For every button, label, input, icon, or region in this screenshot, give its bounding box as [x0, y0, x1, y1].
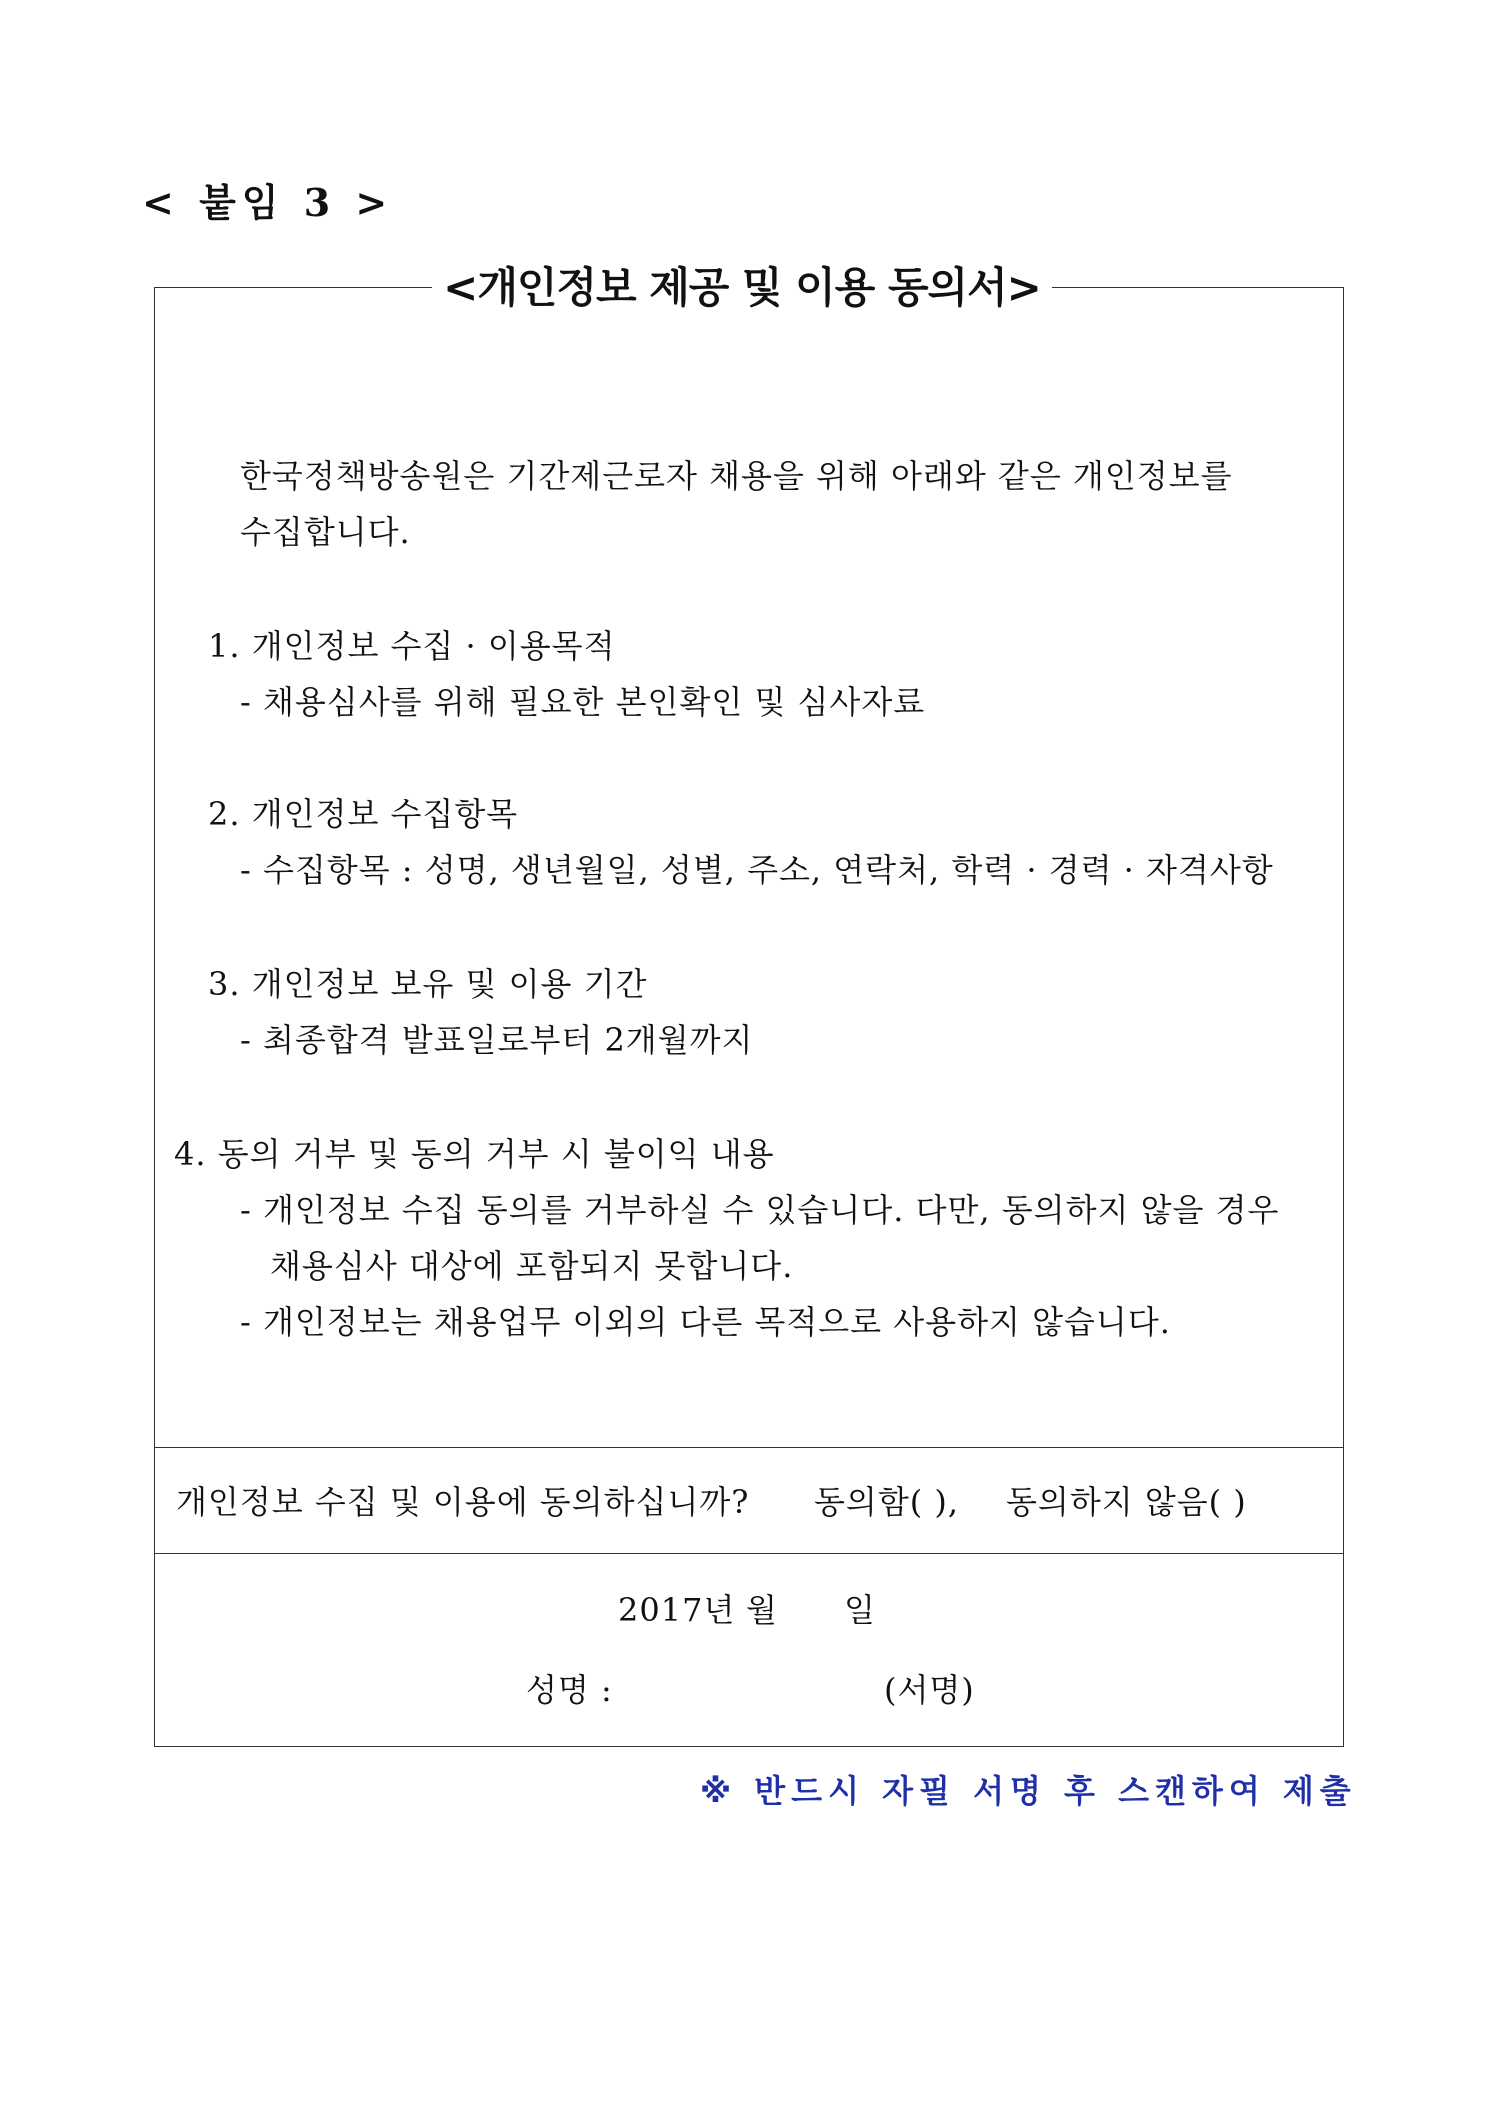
- section-4-item-1: - 개인정보 수집 동의를 거부하실 수 있습니다. 다만, 동의하지 않을 경우: [240, 1191, 1280, 1229]
- section-3-item: - 최종합격 발표일로부터 2개월까지: [240, 1021, 754, 1059]
- signature-name-label: 성명 :: [526, 1671, 613, 1709]
- intro-line-1: 한국정책방송원은 기간제근로자 채용을 위해 아래와 같은 개인정보를: [240, 457, 1233, 495]
- section-3-heading: 3. 개인정보 보유 및 이용 기간: [208, 965, 648, 1003]
- section-2-item: - 수집항목 : 성명, 생년월일, 성별, 주소, 연락처, 학력 · 경력 · 자격사항: [240, 851, 1274, 889]
- divider-consent-top: [154, 1447, 1344, 1448]
- intro-line-2: 수집합니다.: [240, 513, 411, 551]
- section-4-heading: 4. 동의 거부 및 동의 거부 시 불이익 내용: [174, 1135, 775, 1173]
- divider-date-top: [154, 1553, 1344, 1554]
- date-day: 일: [844, 1591, 876, 1629]
- signature-sign-label: (서명): [884, 1671, 975, 1709]
- date-month: 월: [746, 1591, 778, 1629]
- consent-form-box: [154, 287, 1344, 1747]
- attachment-label: < 붙임 3 >: [142, 180, 394, 225]
- consent-disagree-option[interactable]: 동의하지 않음( ): [1006, 1483, 1247, 1521]
- submission-notice: ※ 반드시 자필 서명 후 스캔하여 제출: [700, 1772, 1357, 1810]
- consent-agree-option[interactable]: 동의함( ),: [814, 1483, 960, 1521]
- consent-question: 개인정보 수집 및 이용에 동의하십니까?: [176, 1483, 750, 1521]
- section-4-item-1-cont: 채용심사 대상에 포함되지 못합니다.: [270, 1247, 794, 1285]
- section-4-item-2: - 개인정보는 채용업무 이외의 다른 목적으로 사용하지 않습니다.: [240, 1303, 1171, 1341]
- section-1-item: - 채용심사를 위해 필요한 본인확인 및 심사자료: [240, 683, 926, 721]
- section-2-heading: 2. 개인정보 수집항목: [208, 795, 519, 833]
- date-year: 2017년: [618, 1591, 736, 1629]
- form-title: <개인정보 제공 및 이용 동의서>: [432, 258, 1052, 318]
- section-1-heading: 1. 개인정보 수집 · 이용목적: [208, 627, 616, 665]
